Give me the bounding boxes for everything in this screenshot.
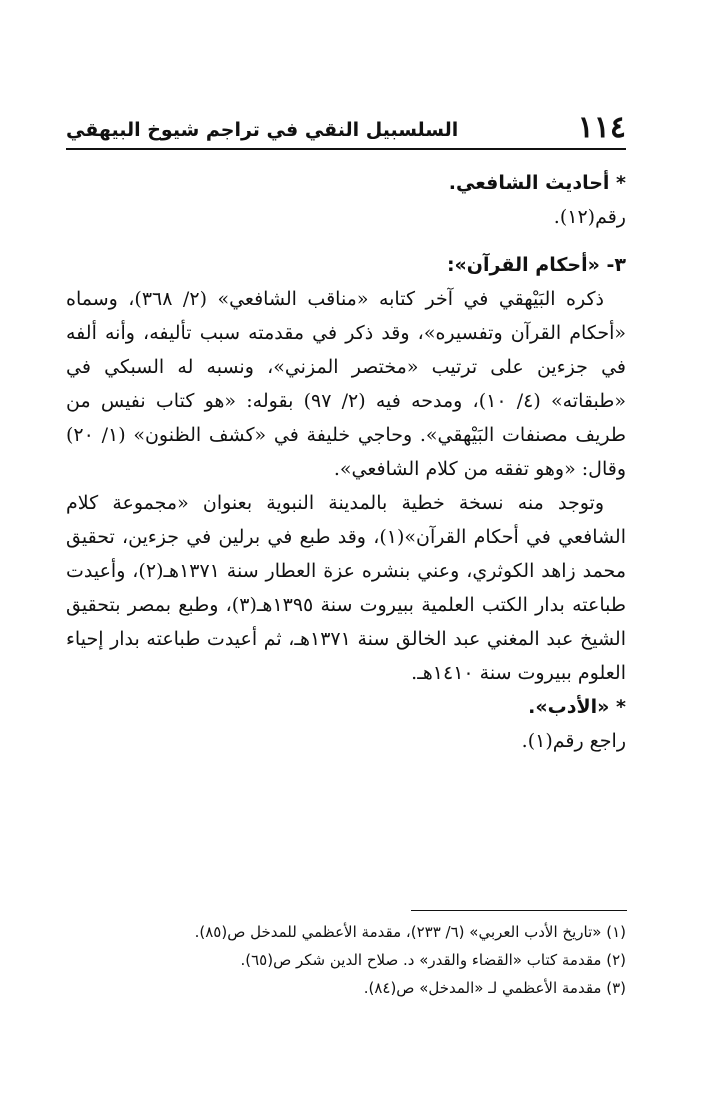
paragraph-editions: وتوجد منه نسخة خطية بالمدينة النبوية بعنوان «مجموعة كلام الشافعي في أحكام القرآن»(١)، وقد طبع في برلين في جزءين، تحقيق محمد زاهد الكوثري، وعني بنشره عزة العطار سنة ١٣٧١هـ(٢)، وأعيدت طباعته بدار الكتب العلمية ببيروت سنة ١٣٩٥هـ(٣)، وطبع بمصر بتحقيق الشيخ عبد المغني عبد الخالق سنة ١٣٧١هـ، ثم أعيدت طباعته بدار إحياء العلوم ببيروت سنة ١٤١٠هـ. [66,492,627,684]
item-heading-shafii-hadiths: * أحاديث الشافعي. [448,172,626,194]
item-heading-adab: * «الأدب». [528,696,626,718]
running-title: السلسبيل النقي في تراجم شيوخ البيهقي [66,119,459,141]
body-text [66,166,626,758]
footnotes [66,918,626,1002]
reference-number: رقم(١٢). [553,206,626,228]
page-number: ١١٤ [577,110,626,145]
footnote-2: (٢) مقدمة كتاب «القضاء والقدر» د. صلاح الدين شكر ص(٦٥). [240,951,626,969]
footnote-divider [411,910,627,911]
page-header [66,108,626,150]
paragraph-description: ذكره البَيْهقي في آخر كتابه «مناقب الشافعي» (٢/ ٣٦٨)، وسماه «أحكام القرآن وتفسيره»، وقد ذكر في مقدمته سبب تأليفه، وأنه ألفه في جزءين على ترتيب «مختصر المزني»، ونسبه له السبكي في «طبقاته» (٤/ ١٠)، ومدحه فيه (٢/ ٩٧) بقوله: «هو كتاب نفيس من طريف مصنفات البَيْهقي». وحاجي خليفة في «كشف الظنون» (١/ ٢٠) وقال: «وهو تفقه من كلام الشافعي». [66,288,626,480]
section-heading-ahkam-al-quran: ٣- «أحكام القرآن»: [446,254,626,276]
footnote-3: (٣) مقدمة الأعظمي لـ «المدخل» ص(٨٤). [363,979,626,997]
footnote-1: (١) «تاريخ الأدب العربي» (٦/ ٢٣٣)، مقدمة الأعظمي للمدخل ص(٨٥). [194,923,626,941]
reference-see: راجع رقم(١). [521,730,626,752]
